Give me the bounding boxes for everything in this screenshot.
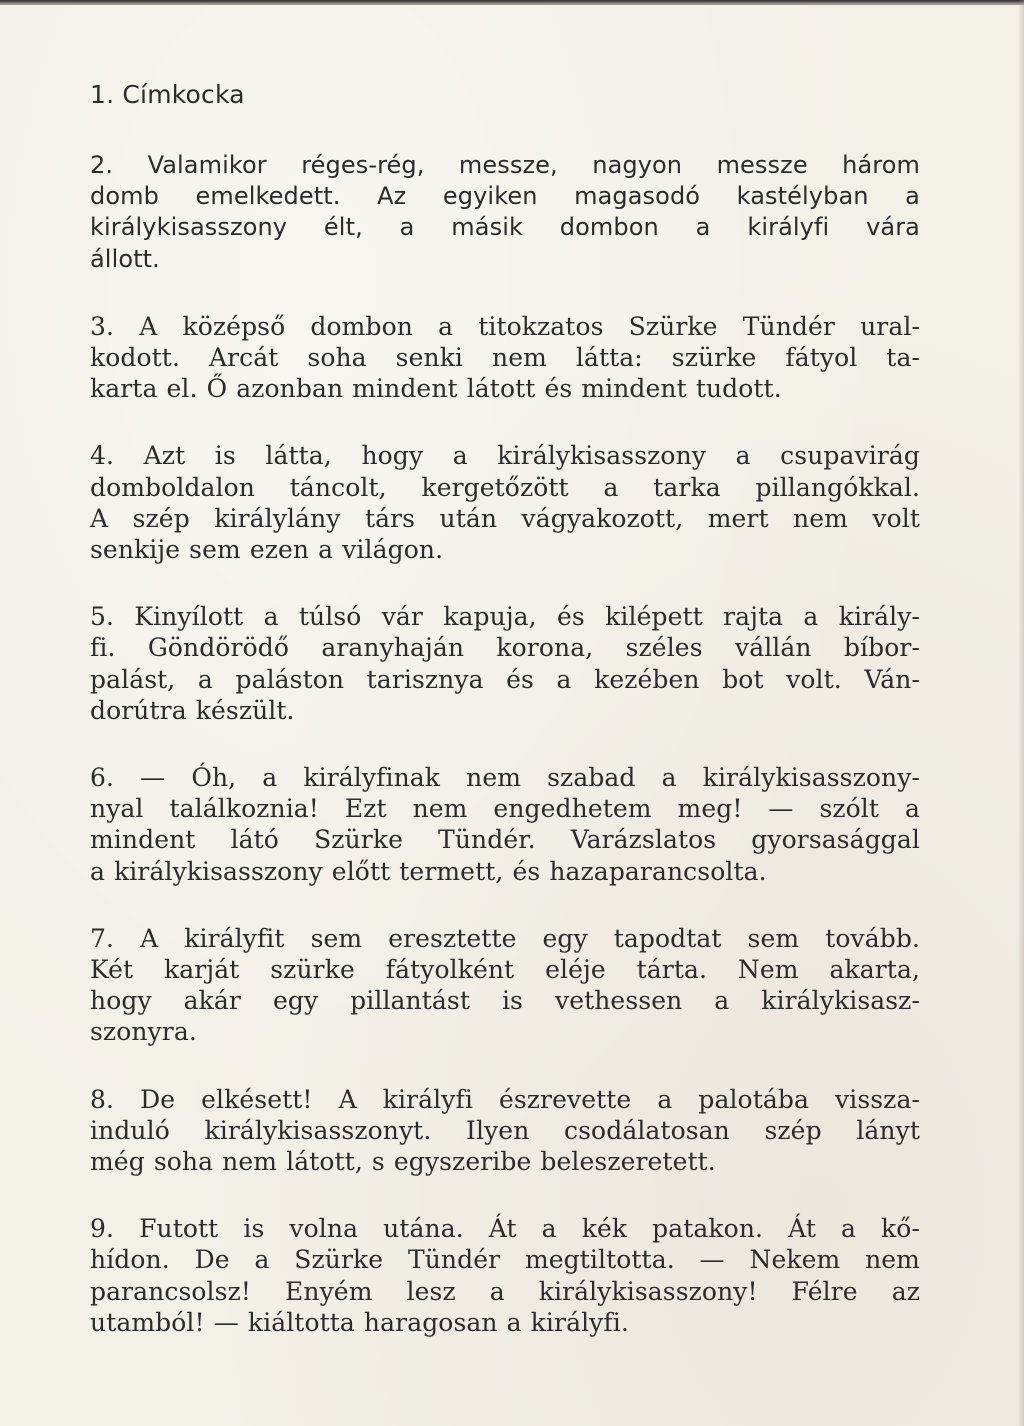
paragraph-8 [90, 1084, 920, 1178]
text-line: 7. A királyfit sem eresztette egy tapodtat sem tovább. [90, 923, 920, 953]
text-line: 9. Futott is volna utána. Át a kék patakon. Át a kő- [90, 1214, 920, 1244]
text-line: palást, a paláston tarisznya és a kezében bot volt. Ván- [90, 664, 920, 694]
text-line: 8. De elkésett! A királyfi észrevette a palotába vissza- [90, 1084, 920, 1114]
text-line: 3. A középső dombon a titokzatos Szürke Tündér ural- [90, 311, 920, 341]
text-line: parancsolsz! Enyém lesz a királykisasszony! Félre az [90, 1276, 920, 1306]
text-line: hídon. De a Szürke Tündér megtiltotta. — Nekem nem [90, 1245, 920, 1275]
text-line: karta el. Ő azonban mindent látott és mindent tudott. [90, 374, 782, 404]
text-line: domb emelkedett. Az egyiken magasodó kastélyban a [90, 182, 920, 211]
text-line: domboldalon táncolt, kergetőzött a tarka pillangókkal. [90, 472, 920, 502]
page-edge-shadow [1018, 0, 1024, 1426]
text-line: fi. Göndörödő aranyhaján korona, széles vállán bíbor- [90, 633, 920, 663]
text-line: induló királykisasszonyt. Ilyen csodálatosan szép lányt [90, 1115, 920, 1145]
paragraph-7 [90, 923, 920, 1048]
text-line: hogy akár egy pillantást is vethessen a királykisasz- [90, 986, 920, 1016]
paragraph-3 [90, 311, 920, 405]
text-line: utamból! — kiáltotta haragosan a királyfi. [90, 1307, 629, 1337]
page-title: 1. Címkocka [90, 80, 245, 109]
text-line: szonyra. [90, 1017, 197, 1047]
paragraph-5 [90, 601, 920, 726]
paragraph-4 [90, 440, 920, 565]
text-line: a királykisasszony előtt termett, és hazaparancsolta. [90, 856, 767, 886]
text-line: 5. Kinyílott a túlsó vár kapuja, és kilépett rajta a király- [90, 602, 920, 632]
text-line: kodott. Arcát soha senki nem látta: szürke fátyol ta- [90, 343, 920, 373]
text-line: Két karját szürke fátyolként eléje tárta. Nem akarta, [90, 955, 920, 985]
paragraph-9 [90, 1213, 920, 1338]
top-rule [0, 3, 1024, 5]
text-line: mindent látó Szürke Tündér. Varázslatos gyorsasággal [90, 825, 920, 855]
text-line: senkije sem ezen a világon. [90, 535, 444, 565]
text-line: 4. Azt is látta, hogy a királykisasszony a csupavirág [90, 441, 920, 471]
document-content [90, 78, 920, 1374]
text-line: állott. [90, 244, 160, 273]
text-line: dorútra készült. [90, 695, 295, 725]
text-line: 2. Valamikor réges-rég, messze, nagyon messze három [90, 151, 920, 179]
paragraph-6 [90, 762, 920, 887]
text-line: nyal találkoznia! Ezt nem engedhetem meg! — szólt a [90, 794, 920, 824]
text-line: királykisasszony élt, a másik dombon a királyfi vára [90, 213, 920, 242]
text-line: 6. — Óh, a királyfinak nem szabad a királykisasszony- [90, 763, 920, 793]
text-line: A szép királylány társ után vágyakozott, mert nem volt [90, 503, 920, 533]
text-line: még soha nem látott, s egyszeribe beleszeretett. [90, 1147, 716, 1177]
paragraph-2 [90, 150, 920, 275]
